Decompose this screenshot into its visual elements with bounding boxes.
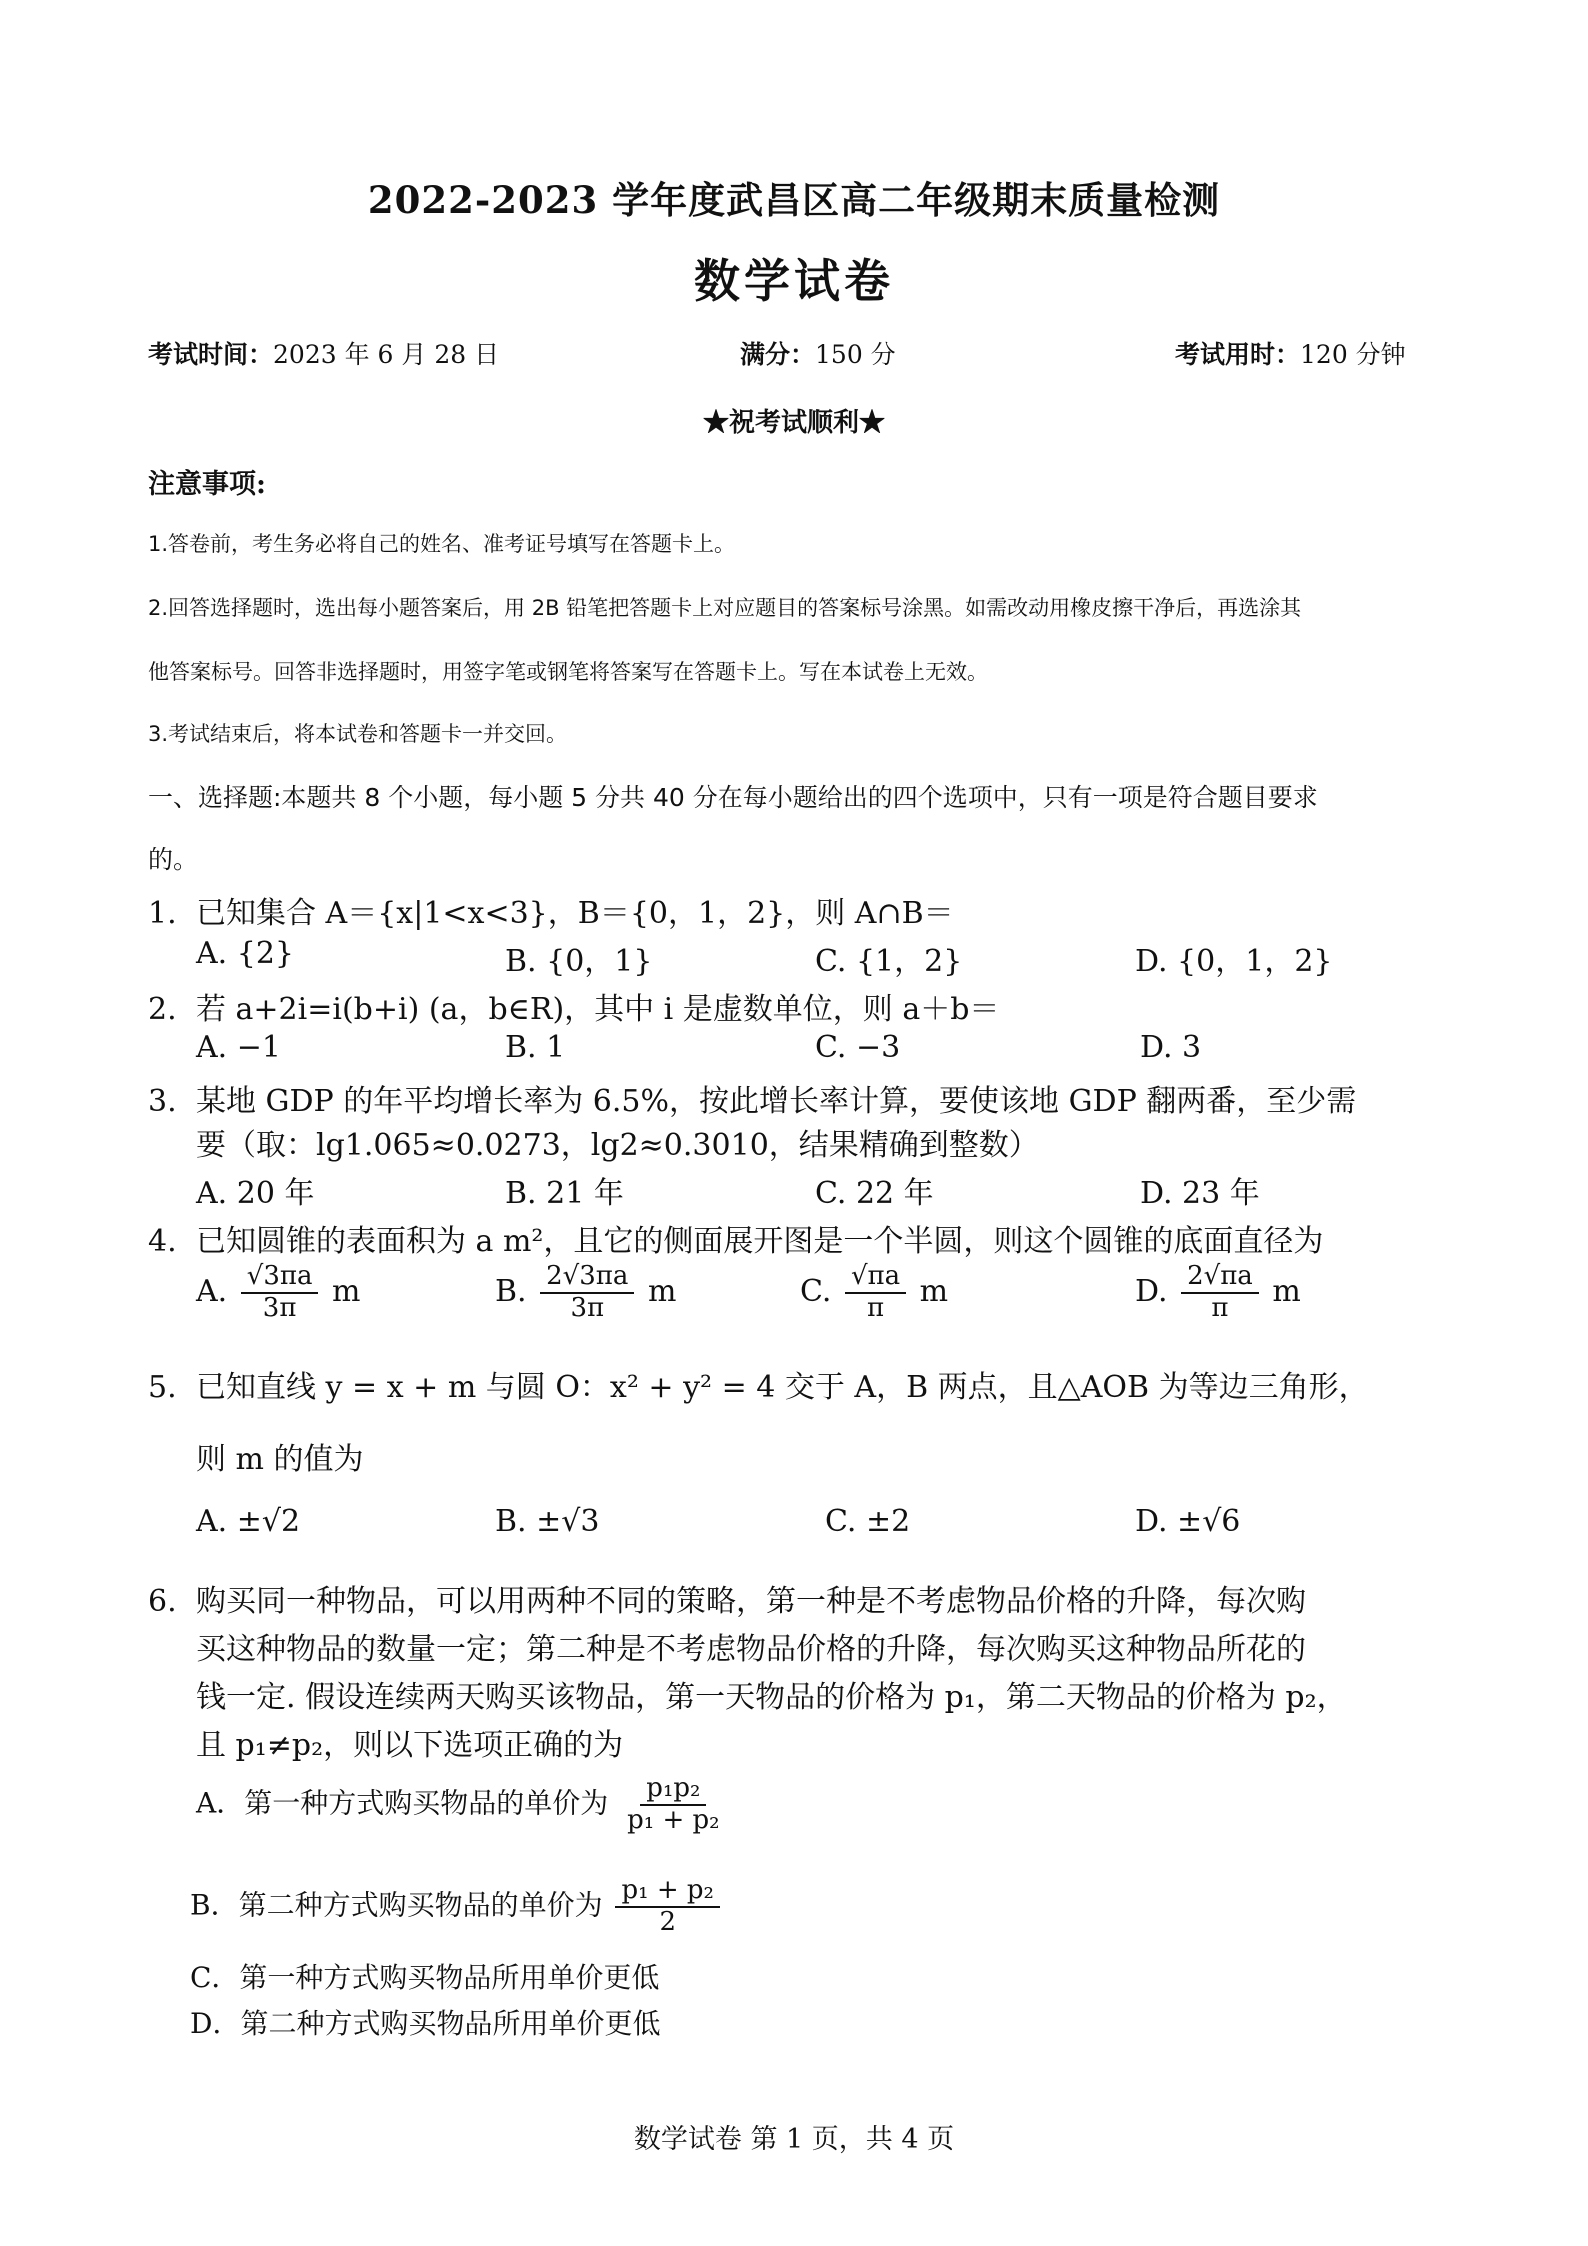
question-text: 已知集合 A＝{x|1<x<3}，B＝{0，1，2}，则 A∩B＝ [196,896,954,931]
option-a: A. ±√2 [196,1504,301,1539]
option-b [190,1876,724,1938]
note-item: 3.考试结束后，将本试卷和答题卡一并交回。 [148,722,568,746]
question-5 [148,1362,1369,1406]
option-c [800,1262,948,1324]
option-unit: m [332,1273,361,1309]
option-a: A. 20 年 [196,1176,315,1211]
option-label: B．第二种方式购买物品的单价为 [190,1888,603,1922]
question-number: 6. [148,1584,177,1619]
fraction-denominator: 3π [262,1292,297,1323]
question-text: 某地 GDP 的年平均增长率为 6.5%，按此增长率计算，要使该地 GDP 翻两番，至少需 [196,1084,1357,1119]
exam-date-label: 考试时间： [148,340,274,369]
exam-title: 2022-2023 学年度武昌区高二年级期末质量检测 [367,178,1221,222]
exam-date [148,335,499,371]
question-number: 3. [148,1084,177,1119]
option-fraction [540,1262,634,1324]
exam-duration-label: 考试用时： [1175,340,1301,369]
option-b: B. ±√3 [495,1504,600,1539]
exam-score-value: 150 分 [815,340,896,369]
option-d: D. ±√6 [1135,1504,1241,1539]
note-item: 2.回答选择题时，选出每小题答案后，用 2B 铅笔把答题卡上对应题目的答案标号涂黑。如需改动用橡皮擦干净后，再选涂其 [148,596,1302,620]
question-text: 已知圆锥的表面积为 a m²，且它的侧面展开图是一个半圆，则这个圆锥的底面直径为 [196,1224,1324,1259]
fraction-numerator: p₁p₂ [640,1774,706,1806]
question-text-cont: 钱一定. 假设连续两天购买该物品，第一天物品的价格为 p₁，第二天物品的价格为 p₂， [196,1680,1347,1715]
fraction-numerator: 2√πa [1181,1262,1259,1294]
option-a: A. −1 [196,1030,281,1065]
option-fraction [1181,1262,1259,1324]
question-text-cont: 要（取：lg1.065≈0.0273，lg2≈0.3010，结果精确到整数） [196,1128,1039,1163]
option-fraction [241,1262,319,1324]
fraction-denominator: 2 [659,1906,676,1937]
option-a: A. {2} [196,936,294,971]
question-text: 若 a+2i=i(b+i) (a，b∈R)，其中 i 是虚数单位，则 a＋b＝ [196,992,1000,1027]
question-number: 2. [148,992,177,1027]
exam-duration [1175,335,1406,371]
option-b: B. {0，1} [505,944,653,979]
section-heading: 一、选择题:本题共 8 个小题，每小题 5 分共 40 分在每小题给出的四个选项中，只有一项是符合题目要求 [148,783,1318,812]
fraction-numerator: p₁ + p₂ [615,1876,719,1908]
option-c: C. {1，2} [815,944,963,979]
question-number: 1. [148,896,177,931]
fraction-denominator: 3π [570,1292,605,1323]
option-label: D. [1135,1273,1168,1309]
good-luck-line: ★祝考试顺利★ [702,408,885,438]
note-item: 1.答卷前，考生务必将自己的姓名、准考证号填写在答题卡上。 [148,532,736,556]
question-4 [148,1216,1323,1260]
notes-heading: 注意事项: [148,469,266,500]
option-b [495,1262,676,1324]
exam-score [740,335,896,371]
note-item: 他答案标号。回答非选择题时，用签字笔或钢笔将答案写在答题卡上。写在本试卷上无效。 [148,660,988,684]
option-unit: m [1272,1273,1301,1309]
option-d: D．第二种方式购买物品所用单价更低 [190,2007,661,2040]
option-unit: m [647,1273,677,1309]
option-label: B. [495,1273,527,1309]
option-unit: m [919,1273,949,1309]
option-d [1135,1262,1301,1324]
question-number: 5. [148,1370,177,1405]
option-d: D. 23 年 [1140,1176,1260,1211]
exam-subject: 数学试卷 [694,254,894,308]
option-label: A. [196,1273,228,1309]
option-fraction [845,1262,906,1324]
exam-score-label: 满分： [740,340,816,369]
option-a [196,1262,360,1324]
option-a [196,1774,730,1836]
option-c: C. −3 [815,1030,901,1065]
question-text: 已知直线 y = x + m 与圆 O：x² + y² = 4 交于 A，B 两点，且△AOB 为等边三角形， [196,1370,1369,1405]
question-2 [148,984,999,1028]
page-footer: 数学试卷 第 1 页，共 4 页 [633,2124,955,2155]
fraction-numerator: √πa [845,1262,906,1294]
option-d: D. 3 [1140,1030,1202,1065]
exam-date-value: 2023 年 6 月 28 日 [273,340,500,369]
section-heading-cont: 的。 [148,845,199,874]
option-fraction [621,1774,725,1836]
question-3 [148,1076,1356,1120]
question-text-cont: 则 m 的值为 [196,1442,364,1477]
option-b: B. 21 年 [505,1176,624,1211]
fraction-numerator: √3πa [241,1262,319,1294]
option-b: B. 1 [505,1030,566,1065]
option-d: D. {0，1，2} [1135,944,1333,979]
fraction-denominator: π [867,1292,885,1323]
question-number: 4. [148,1224,177,1259]
option-label: C. [800,1273,832,1309]
question-1 [148,888,954,932]
option-fraction [615,1876,719,1938]
question-text: 购买同一种物品，可以用两种不同的策略，第一种是不考虑物品价格的升降，每次购 [196,1584,1306,1619]
fraction-numerator: 2√3πa [540,1262,634,1294]
option-c: C. ±2 [825,1504,911,1539]
option-c: C．第一种方式购买物品所用单价更低 [190,1961,660,1994]
fraction-denominator: π [1211,1292,1229,1323]
question-6 [148,1576,1306,1620]
question-text-cont: 且 p₁≠p₂，则以下选项正确的为 [196,1728,624,1763]
fraction-denominator: p₁ + p₂ [627,1804,720,1835]
exam-duration-value: 120 分钟 [1300,340,1406,369]
question-text-cont: 买这种物品的数量一定；第二种是不考虑物品价格的升降，每次购买这种物品所花的 [196,1632,1306,1667]
option-label: A．第一种方式购买物品的单价为 [196,1786,609,1820]
option-c: C. 22 年 [815,1176,934,1211]
